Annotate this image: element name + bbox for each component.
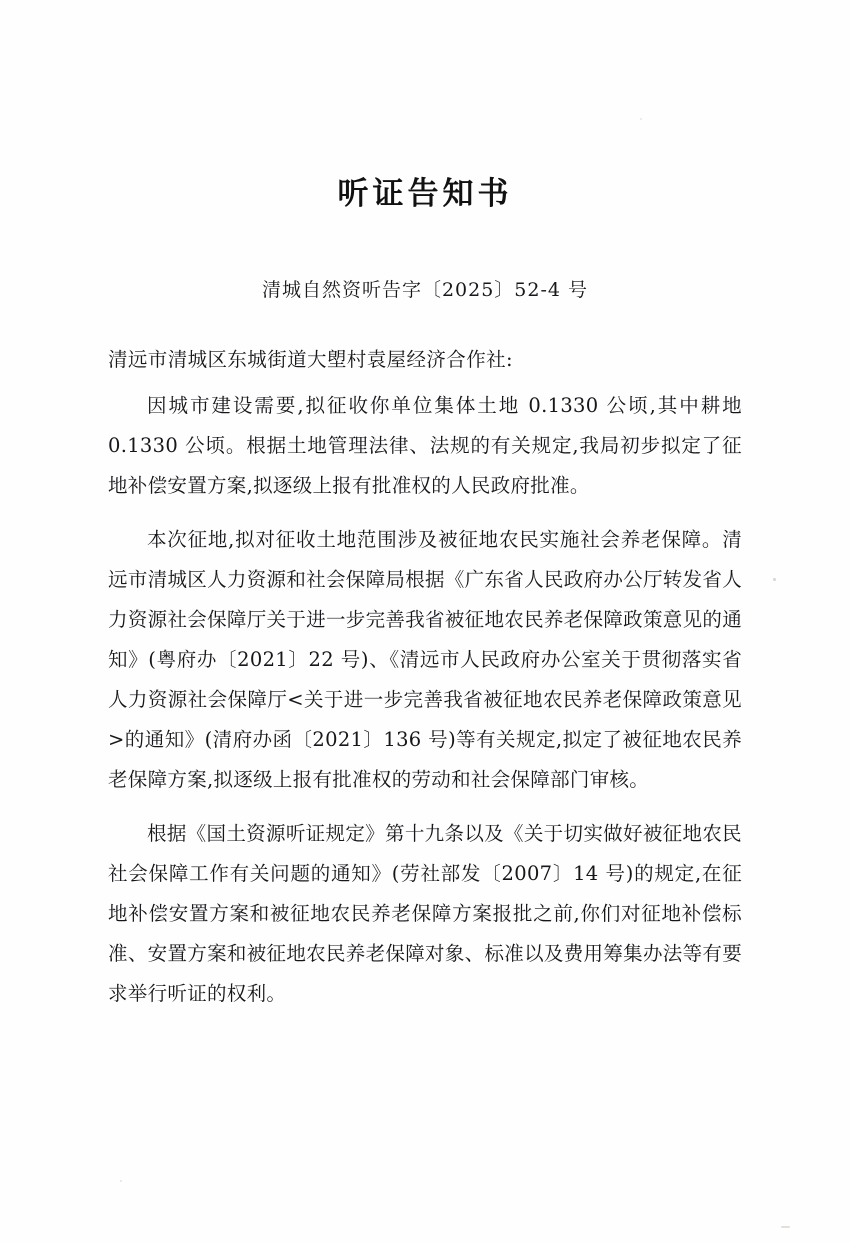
paper-speck: [120, 1180, 122, 1182]
document-number: 清城自然资听告字〔2025〕52-4 号: [261, 279, 589, 301]
body-paragraph-3: 根据《国土资源听证规定》第十九条以及《关于切实做好被征地农民社会保障工作有关问题的通知》(劳社部发〔2007〕14 号)的规定,在征地补偿安置方案和被征地农民养老保障方案报批之前,你们对征地补偿标准、安置方案和被征地农民养老保障对象、标准以及费用筹集办法等有要求举行听证的权利。: [108, 822, 742, 1005]
body-paragraph-1: 因城市建设需要,拟征收你单位集体土地 0.1330 公顷,其中耕地 0.1330 公顷。根据土地管理法律、法规的有关规定,我局初步拟定了征地补偿安置方案,拟逐级上报有批准权的人民政府批准。: [108, 394, 742, 497]
page-title: 听证告知书: [337, 176, 513, 212]
body-paragraph-2: 本次征地,拟对征收土地范围涉及被征地农民实施社会养老保障。清远市清城区人力资源和社会保障局根据《广东省人民政府办公厅转发省人力资源社会保障厅关于进一步完善我省被征地农民养老保障政策意见的通知》(粤府办〔2021〕22 号)、《清远市人民政府办公室关于贯彻落实省人力资源社会保障厅<关于进一步完善我省被征地农民养老保障政策意见>的通知》(清府办函〔2021〕136 号)等有关规定,拟定了被征地农民养老保障方案,拟逐级上报有批准权的劳动和社会保障部门审核。: [108, 528, 742, 791]
paper-speck: [781, 1226, 790, 1228]
paper-speck: [773, 578, 776, 581]
paper-speck: [640, 118, 642, 120]
recipient-line: 清远市清城区东城街道大塱村袁屋经济合作社:: [108, 348, 513, 371]
